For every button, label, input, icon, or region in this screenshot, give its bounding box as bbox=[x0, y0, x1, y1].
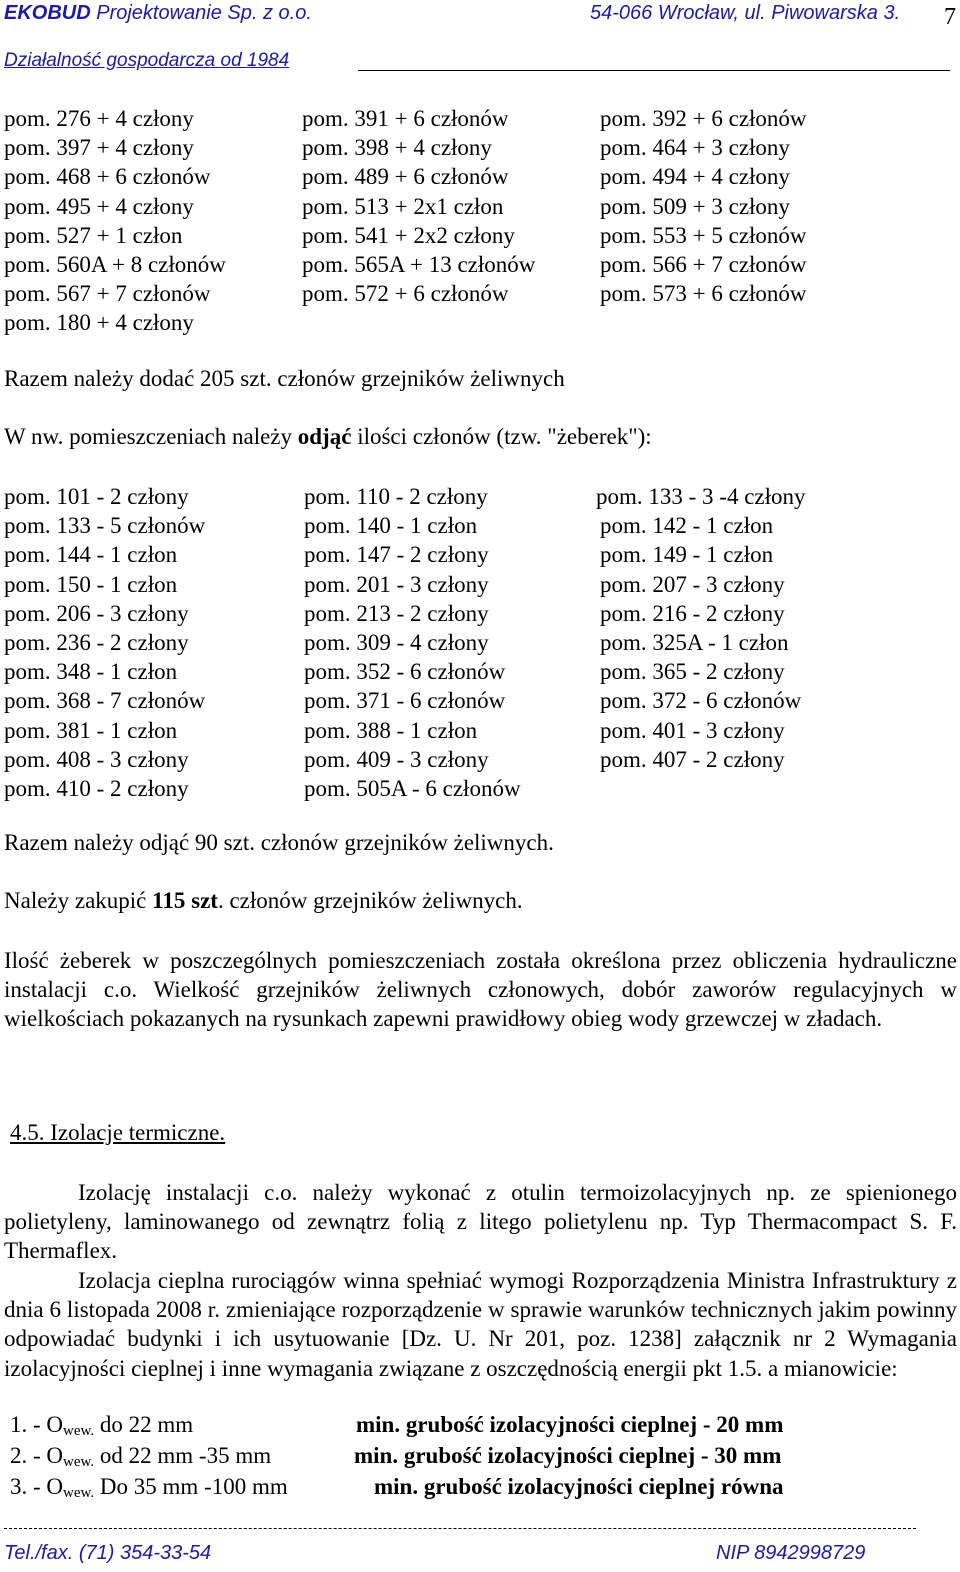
list-item: pom. 325A - 1 człon bbox=[600, 630, 789, 656]
header-rule bbox=[358, 70, 950, 71]
paragraph-calculation-note: Ilość żeberek w poszczególnych pomieszczeniach została określona przez obliczenia hydrauliczne instalacji c.o. Wielkość grzejników żeliwnych członowych, dobór zaworów regulacyjnych w wielkościach pokazanych na rysunkach zapewni prawidłowy obieg wody grzewczej w zładach. bbox=[4, 948, 957, 1032]
company-name: Projektowanie Sp. z o.o. bbox=[96, 2, 312, 24]
list-item: pom. 276 + 4 człony bbox=[4, 106, 194, 131]
list-item: pom. 207 - 3 człony bbox=[600, 571, 785, 597]
purchase-quantity: 115 szt bbox=[152, 888, 218, 913]
list-item: pom. 495 + 4 człony bbox=[4, 193, 194, 219]
list-item: pom. 206 - 3 człony bbox=[4, 600, 189, 626]
add-total: Razem należy dodać 205 szt. członów grzejników żeliwnych bbox=[4, 366, 565, 391]
list-item: pom. 368 - 7 członów bbox=[4, 688, 206, 714]
list-item: pom. 572 + 6 członów bbox=[302, 281, 509, 307]
list-item: pom. 566 + 7 członów bbox=[600, 252, 807, 278]
requirement-number: 3. - O bbox=[10, 1474, 64, 1499]
list-item: pom. 560A + 8 członów bbox=[4, 252, 226, 278]
list-item: pom. 180 + 4 człony bbox=[4, 310, 194, 336]
requirement-subscript: wew. bbox=[63, 1485, 95, 1501]
requirement-number: 1. - O bbox=[10, 1412, 64, 1437]
list-item: pom. 505A - 6 członów bbox=[304, 776, 521, 802]
list-item: pom. 407 - 2 człony bbox=[600, 746, 785, 772]
list-item: pom. 236 - 2 człony bbox=[4, 630, 189, 656]
purchase-summary bbox=[4, 888, 523, 914]
list-item: pom. 142 - 1 człon bbox=[600, 513, 774, 539]
add-list-column-1 bbox=[4, 104, 226, 338]
company-address: 54-066 Wrocław, ul. Piwowarska 3. bbox=[590, 2, 901, 24]
list-item: pom. 352 - 6 członów bbox=[304, 659, 506, 685]
list-item: pom. 573 + 6 członów bbox=[600, 281, 807, 307]
list-item: pom. 398 + 4 człony bbox=[302, 135, 492, 161]
list-item: pom. 147 - 2 człony bbox=[304, 542, 489, 568]
subtract-intro-text: W nw. pomieszczeniach należy bbox=[4, 424, 298, 449]
list-item: pom. 397 + 4 człony bbox=[4, 135, 194, 161]
requirement-row bbox=[10, 1412, 784, 1440]
list-item: pom. 541 + 2x2 człony bbox=[302, 222, 515, 248]
requirement-subscript: wew. bbox=[63, 1454, 95, 1470]
requirement-value: min. grubość izolacyjności cieplnej - 30 mm bbox=[354, 1443, 782, 1468]
list-item: pom. 216 - 2 człony bbox=[600, 600, 785, 626]
list-item: pom. 133 - 3 -4 człony bbox=[596, 484, 806, 509]
list-item: pom. 140 - 1 człon bbox=[304, 513, 478, 539]
list-item: pom. 410 - 2 człony bbox=[4, 776, 189, 802]
requirement-subscript: wew. bbox=[63, 1423, 95, 1439]
footer-phone: Tel./fax. (71) 354-33-54 bbox=[4, 1542, 212, 1564]
add-list-column-2 bbox=[302, 104, 535, 308]
list-item: pom. 567 + 7 członów bbox=[4, 281, 211, 307]
add-list-column-3 bbox=[600, 104, 807, 308]
list-item: pom. 527 + 1 człon bbox=[4, 222, 183, 248]
subtract-intro bbox=[4, 424, 652, 450]
list-item: pom. 348 - 1 człon bbox=[4, 659, 178, 685]
page-number: 7 bbox=[944, 4, 956, 30]
subtract-list-column-2 bbox=[304, 482, 521, 803]
section-heading: 4.5. Izolacje termiczne. bbox=[10, 1120, 226, 1145]
brand-name: EKOBUD bbox=[4, 2, 91, 24]
requirement-range: od 22 mm -35 mm bbox=[94, 1443, 272, 1468]
list-item: pom. 110 - 2 człony bbox=[304, 484, 488, 509]
requirement-value: min. grubość izolacyjności cieplnej równa bbox=[374, 1474, 784, 1499]
list-item: pom. 391 + 6 członów bbox=[302, 106, 509, 131]
list-item: pom. 494 + 4 człony bbox=[600, 164, 790, 190]
list-item: pom. 401 - 3 człony bbox=[600, 717, 785, 743]
requirement-row bbox=[10, 1474, 784, 1502]
list-item: pom. 468 + 6 członów bbox=[4, 164, 211, 190]
requirement-value: min. grubość izolacyjności cieplnej - 20 mm bbox=[356, 1412, 784, 1437]
list-item: pom. 388 - 1 człon bbox=[304, 717, 478, 743]
paragraph-insulation-material: Izolację instalacji c.o. należy wykonać z otulin termoizolacyjnych np. ze spienionego polietyleny, laminowanego od zewnątrz folią z litego polietylenu np. Typ Thermacompact S. F. Thermaflex. bbox=[4, 1180, 957, 1264]
list-item: pom. 513 + 2x1 człon bbox=[302, 193, 504, 219]
list-item: pom. 365 - 2 człony bbox=[600, 659, 785, 685]
list-item: pom. 409 - 3 człony bbox=[304, 746, 489, 772]
subtract-intro-bold: odjąć bbox=[297, 424, 352, 449]
list-item: pom. 149 - 1 człon bbox=[600, 542, 774, 568]
requirement-range: do 22 mm bbox=[94, 1412, 194, 1437]
list-item: pom. 144 - 1 człon bbox=[4, 542, 178, 568]
requirement-number: 2. - O bbox=[10, 1443, 64, 1468]
list-item: pom. 381 - 1 człon bbox=[4, 717, 178, 743]
footer-nip: NIP 8942998729 bbox=[716, 1542, 866, 1564]
list-item: pom. 553 + 5 członów bbox=[600, 222, 807, 248]
list-item: pom. 101 - 2 człony bbox=[4, 484, 189, 509]
list-item: pom. 392 + 6 członów bbox=[600, 106, 807, 131]
list-item: pom. 464 + 3 człony bbox=[600, 135, 790, 161]
requirement-row bbox=[10, 1443, 782, 1471]
purchase-text-end: . członów grzejników żeliwnych. bbox=[217, 888, 523, 913]
list-item: pom. 489 + 6 członów bbox=[302, 164, 509, 190]
list-item: pom. 371 - 6 członów bbox=[304, 688, 506, 714]
business-since: Działalność gospodarcza od 1984 bbox=[4, 50, 290, 71]
footer-rule bbox=[4, 1528, 916, 1529]
list-item: pom. 150 - 1 człon bbox=[4, 571, 178, 597]
subtract-total: Razem należy odjąć 90 szt. członów grzejników żeliwnych. bbox=[4, 830, 554, 855]
paragraph-regulation: Izolacja cieplna rurociągów winna spełniać wymogi Rozporządzenia Ministra Infrastruktury z dnia 6 listopada 2008 r. zmieniające rozporządzenie w sprawie warunków technicznych jakim powinny odpowiadać budynki i ich usytuowanie [Dz. U. Nr 201, poz. 1238] załącznik nr 2 Wymagania izolacyjności cieplnej i inne wymagania związane z oszczędnością energii pkt 1.5. a mianowicie: bbox=[4, 1268, 957, 1381]
subtract-list-column-3 bbox=[596, 482, 806, 774]
requirement-range: Do 35 mm -100 mm bbox=[94, 1474, 288, 1499]
list-item: pom. 201 - 3 człony bbox=[304, 571, 489, 597]
list-item: pom. 133 - 5 członów bbox=[4, 513, 206, 539]
list-item: pom. 509 + 3 człony bbox=[600, 193, 790, 219]
list-item: pom. 309 - 4 człony bbox=[304, 630, 489, 656]
list-item: pom. 565A + 13 członów bbox=[302, 252, 536, 278]
subtract-intro-text-end: ilości członów (tzw. "żeberek"): bbox=[351, 424, 652, 449]
purchase-text: Należy zakupić bbox=[4, 888, 153, 913]
list-item: pom. 408 - 3 człony bbox=[4, 746, 189, 772]
subtract-list-column-1 bbox=[4, 482, 205, 803]
company-header bbox=[4, 2, 312, 25]
list-item: pom. 213 - 2 człony bbox=[304, 600, 489, 626]
list-item: pom. 372 - 6 członów bbox=[600, 688, 802, 714]
